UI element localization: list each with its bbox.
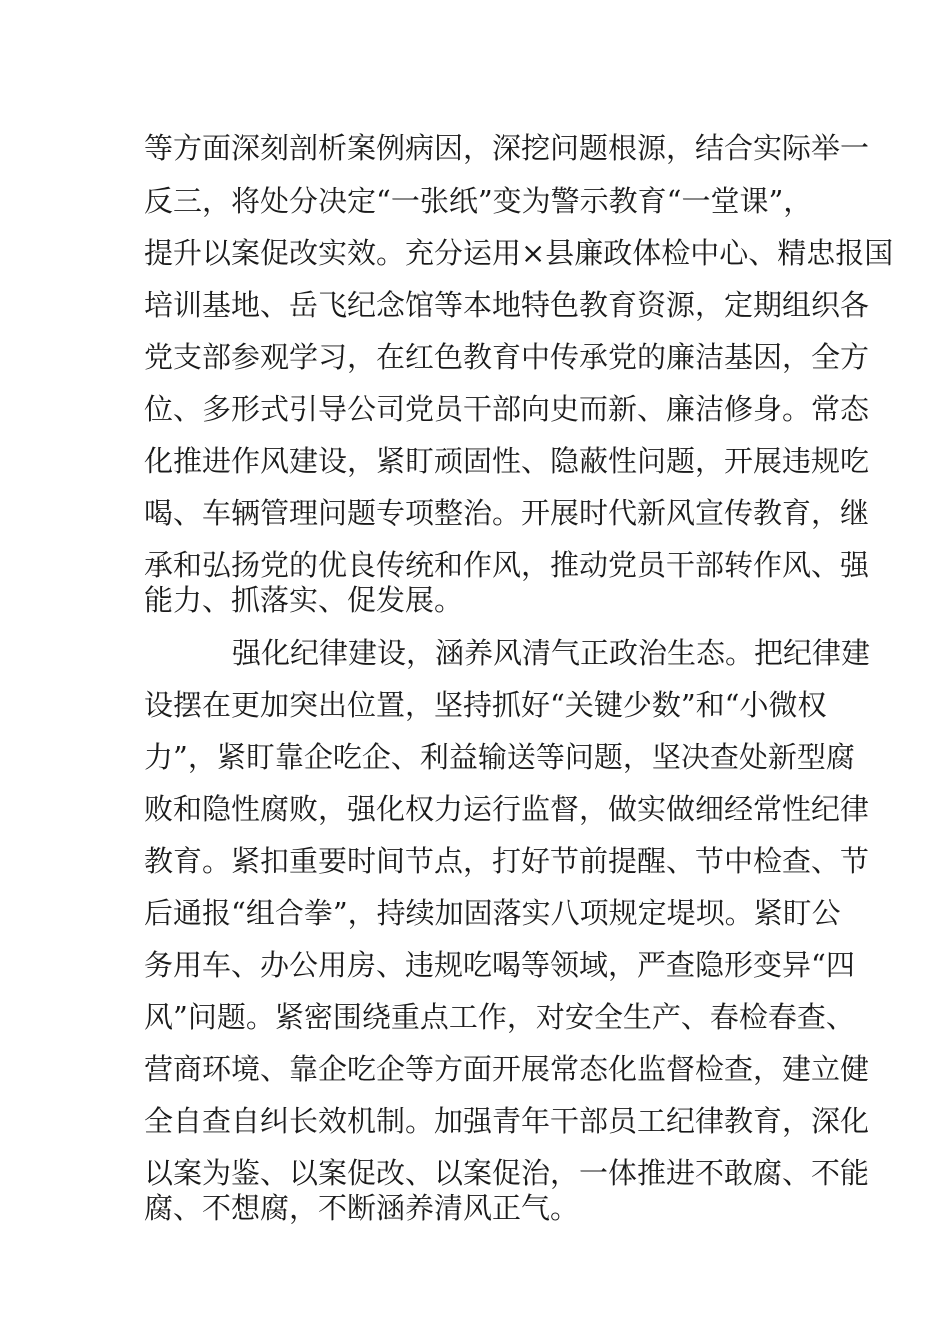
paragraph-2-line-1: 强化纪律建设，涵养风清气正政治生态。把纪律建 — [232, 636, 871, 670]
paragraph-1-line-5: 党支部参观学习，在红色教育中传承党的廉洁基因，全方 — [144, 340, 870, 374]
paragraph-1-line-4: 培训基地、岳飞纪念馆等本地特色教育资源，定期组织各 — [144, 288, 870, 322]
paragraph-2-line-12: 腐、不想腐，不断涵养清风正气。 — [144, 1191, 580, 1225]
paragraph-2-line-3: 力”，紧盯靠企吃企、利益输送等问题，坚决查处新型腐 — [144, 740, 855, 774]
paragraph-1-line-7: 化推进作风建设，紧盯顽固性、隐蔽性问题，开展违规吃 — [144, 444, 870, 478]
paragraph-2-line-8: 风”问题。紧密围绕重点工作，对安全生产、春检春查、 — [144, 1000, 855, 1034]
paragraph-2-line-9: 营商环境、靠企吃企等方面开展常态化监督检查，建立健 — [144, 1052, 870, 1086]
paragraph-2-line-10: 全自查自纠长效机制。加强青年干部员工纪律教育，深化 — [144, 1104, 870, 1138]
paragraph-2-line-2: 设摆在更加突出位置，坚持抓好“关键少数”和“小微权 — [144, 688, 827, 722]
paragraph-1-line-6: 位、多形式引导公司党员干部向史而新、廉洁修身。常态 — [144, 392, 870, 426]
paragraph-2-line-7: 务用车、办公用房、违规吃喝等领域，严查隐形变异“四 — [144, 948, 855, 982]
paragraph-2-line-6: 后通报“组合拳”，持续加固落实八项规定堤坝。紧盯公 — [144, 896, 841, 930]
paragraph-1-line-2: 反三，将处分决定“一张纸”变为警示教育“一堂课”， — [144, 184, 813, 218]
paragraph-2-line-5: 教育。紧扣重要时间节点，打好节前提醒、节中检查、节 — [144, 844, 870, 878]
paragraph-1-line-1: 等方面深刻剖析案例病因，深挖问题根源，结合实际举一 — [144, 131, 870, 165]
paragraph-2-line-4: 败和隐性腐败，强化权力运行监督，做实做细经常性纪律 — [144, 792, 870, 826]
paragraph-2-line-11: 以案为鉴、以案促改、以案促治，一体推进不敢腐、不能 — [144, 1156, 870, 1190]
paragraph-1-line-3: 提升以案促改实效。充分运用×县廉政体检中心、精忠报国 — [144, 236, 894, 270]
paragraph-1-line-10: 能力、抓落实、促发展。 — [144, 583, 464, 617]
paragraph-1-line-8: 喝、车辆管理问题专项整治。开展时代新风宣传教育，继 — [144, 496, 870, 530]
paragraph-1-line-9: 承和弘扬党的优良传统和作风，推动党员干部转作风、强 — [144, 548, 870, 582]
